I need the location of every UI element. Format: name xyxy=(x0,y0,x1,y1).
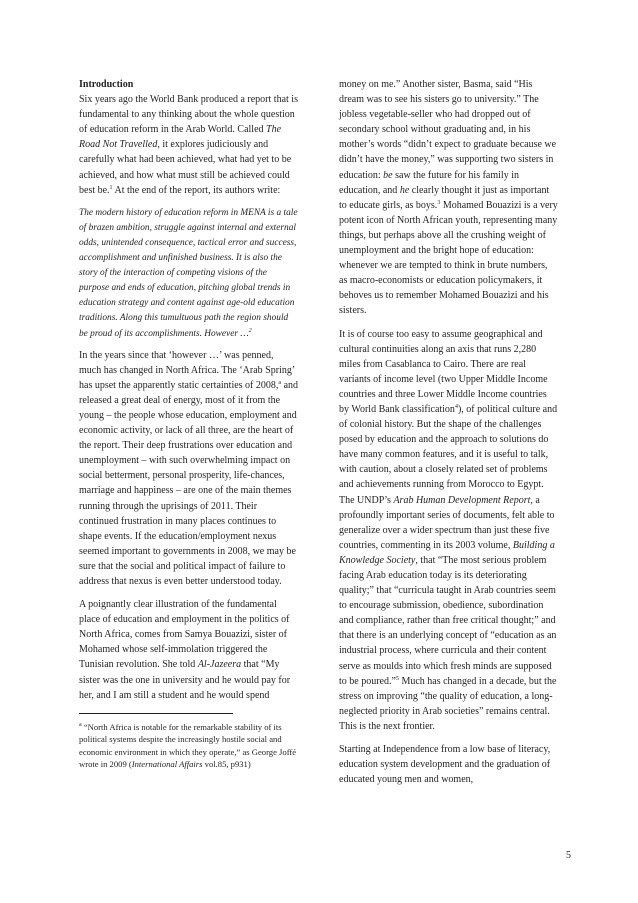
section-heading: Introduction xyxy=(79,79,134,90)
footnote-ref: 1 xyxy=(109,184,113,191)
footnote: $^a$ “North Africa is notable for the remarkable stability of its political systems despite the increasingly hostile social and economic environment in which they operate,” as George Joffé wrote in 2009 (International Affairs vol.85, p931) xyxy=(79,721,297,770)
report-title: Arab Human Development Report xyxy=(393,494,531,506)
footnote-divider xyxy=(79,713,233,714)
report-title: The Road Not Travelled xyxy=(79,124,282,151)
footnote-ref: a xyxy=(278,379,282,386)
journal-title: International Affairs xyxy=(131,759,203,770)
source-name: Al-Jazeera xyxy=(197,659,242,671)
right-column xyxy=(339,77,558,795)
report-title: Building a Knowledge Society xyxy=(339,539,555,566)
footnote-mark: a xyxy=(79,721,82,728)
page-number: 5 xyxy=(566,850,571,861)
body-paragraph: A poignantly clear illustration of the fundamental place of education and employment in the politics of North Africa, comes from Samya Bouazizi, sister of Mohamed whose self-immolation triggered the Tunisian revolution. She told Al-Jazeera that “My sister was the one in university and he would pay for her, and I am still a student and he would spend xyxy=(79,599,291,701)
left-column xyxy=(79,77,298,779)
intro-paragraph: Introduction Six years ago the World Bank produced a report that is fundamental to any thinking about the whole question of education reform in the Arab World. Called The Road Not Travelled, it explores judiciously and carefully what had been achieved, what had yet to be achieved, and how what must still be achieved could best be.$^1$ At the end of the report, its authors write: xyxy=(79,79,298,196)
body-paragraph: money on me.” Another sister, Basma, said “His dream was to see his sisters go to university.” The jobless vegetable-seller who had dropped out of secondary school without graduating and, in his mother’s words “didn’t expect to graduate because we didn’t have the money,” was supporting two sisters in education: be saw the future for his family in education, and he clearly thought it just as important to educate girls, as boys.$^3$ Mohamed Bouazizi is a very potent icon of North African youth, representing many things, but perhaps above all the crushing weight of unemployment and the bright hope of education: whenever we are tempted to think in brute numbers, as macro-economists or education policymakers, it behoves us to remember Mohamed Bouazizi and his sisters. xyxy=(339,79,558,317)
body-paragraph: Starting at Independence from a low base of literacy, education system development and the graduation of educated young men and women, xyxy=(339,744,551,786)
body-paragraph: In the years since that ‘however …’ was penned, much has changed in North Africa. The ‘Arab Spring’ has upset the apparently static certainties of 2008,$^a$ and released a great deal of energy, most of it from the young – the people whose education, employment and economic activity, or lack of all three, are the heart of the report. Their deep frustrations over education and unemployment – with such overwhelming impact on social betterment, personal prosperity, life-chances, marriage and happiness – are one of the main themes running through the uprisings of 2011. Their continued frustration in many places continues to shape events. If the education/employment nexus seemed important to governments in 2008, we may be sure that the social and political impact of failure to address that nexus is even better understood today. xyxy=(79,349,299,587)
footnote-ref: 2 xyxy=(248,327,252,334)
footnote-ref: 5 xyxy=(395,675,399,682)
block-quote: The modern history of education reform in MENA is a tale of brazen ambition, struggle against internal and external odds, unintended consequence, tactical error and success, accomplishment and unfinished business. It is also the story of the interaction of competing visions of the purpose and ends of education, pitching global trends in education strategy and content against age-old education traditions. Along this tumultuous path the region should be proud of its accomplishments. However …$^2$ xyxy=(79,207,298,339)
footnote-ref: 3 xyxy=(437,199,441,206)
body-paragraph: It is of course too easy to assume geographical and cultural continuities along an axis that runs 2,280 miles from Casablanca to Cairo. There are real variants of income level (two Upper Middle Income countries and three Lower Middle Income countries by World Bank classification$^4$), of political culture and of colonial history. But the shape of the challenges posed by education and the approach to solutions do have many common features, and it is useful to talk, with caution, about a closely related set of problems and achievements running from Morocco to Egypt. The UNDP’s Arab Human Development Report, a profoundly important series of documents, felt able to generalize over a wider spectrum than just these five countries, commenting in its 2003 volume, Building a Knowledge Society, that “The most serious problem facing Arab education today is its deteriorating quality;” that “curricula taught in Arab countries seem to encourage submission, obedience, subordination and compliance, rather than free critical thought;” and that there is an underlying concept of “education as an industrial process, where curricula and their content serve as moulds into which fresh minds are supposed to be poured.”$^5$ Much has changed in a decade, but the stress on improving “the quality of education, a long-neglected priority in Arab societies” remains central. This is the next frontier. xyxy=(339,328,558,732)
footnote-ref: 4 xyxy=(454,403,458,410)
